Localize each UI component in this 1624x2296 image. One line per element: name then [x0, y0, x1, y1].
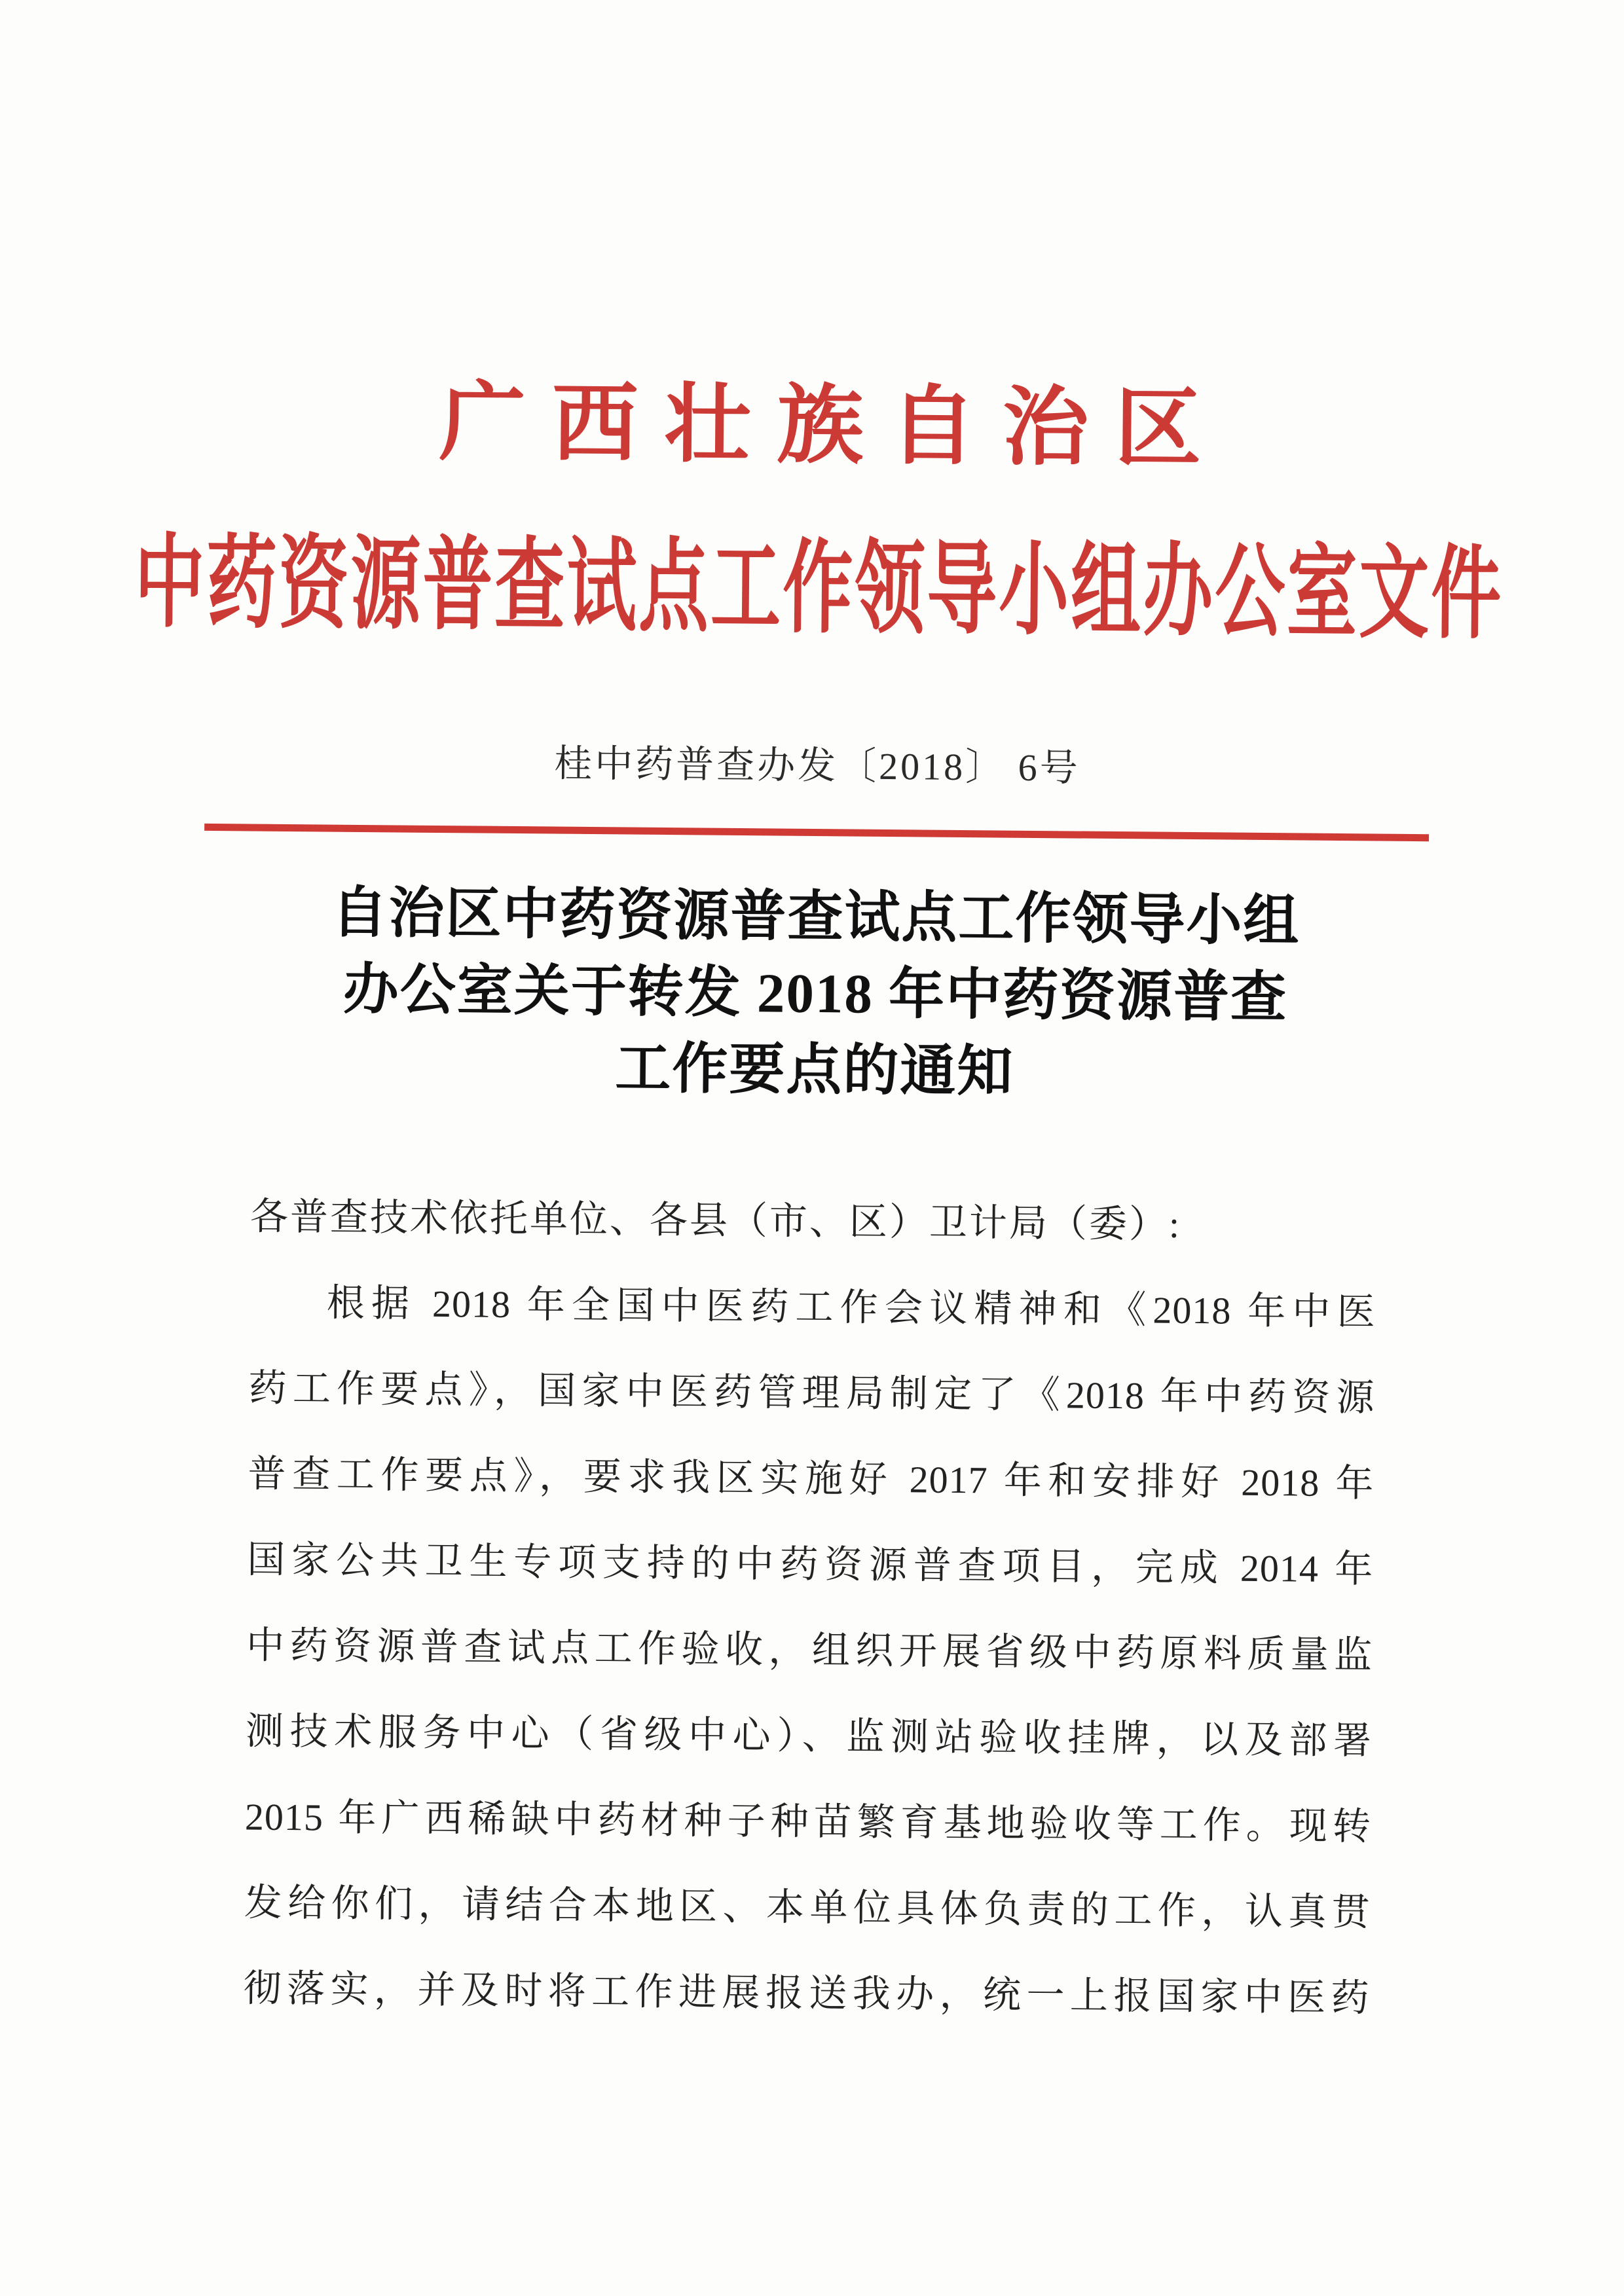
body-paragraph-line: 测技术服务中心（省级中心）、监测站验收挂牌，以及部署	[245, 1709, 1373, 1762]
document-content	[0, 376, 1624, 2043]
body-paragraph-line: 中药资源普查试点工作验收，组织开展省级中药原料质量监	[246, 1624, 1373, 1677]
document-title-line3: 工作要点的通知	[615, 1038, 1014, 1103]
body-paragraph-line: 国家公共卫生专项支持的中药资源普查项目，完成 2014 年	[247, 1538, 1374, 1591]
body-paragraph-line: 2015 年广西稀缺中药材种子种苗繁育基地验收等工作。现转	[244, 1795, 1372, 1848]
letterhead-org-name-line2-wrap	[7, 528, 1624, 652]
body-paragraph-line: 彻落实，并及时将工作进展报送我办，统一上报国家中医药	[243, 1967, 1370, 2020]
salutation-line: 各普查技术依托单位、各县（市、区）卫计局（委）:	[249, 1195, 1182, 1246]
body-paragraph-line: 发给你们，请结合本地区、本单位具体负责的工作，认真贯	[244, 1881, 1371, 1934]
letterhead-org-name-line1: 广西壮族自治区	[438, 374, 1228, 478]
document-number: 桂中药普查办发〔2018〕 6号	[553, 742, 1081, 790]
document-title-line2: 办公室关于转发 2018 年中药资源普查	[342, 958, 1288, 1029]
letterhead-org-name-line2: 中药资源普查试点工作领导小组办公室文件	[134, 528, 1504, 652]
document-body	[243, 1174, 1376, 2041]
red-separator-rule	[204, 824, 1429, 841]
document-title	[2, 872, 1624, 1116]
body-paragraph-line: 普查工作要点》，要求我区实施好 2017 年和安排好 2018 年	[248, 1452, 1375, 1505]
body-paragraph-line: 药工作要点》，国家中医药管理局制定了《2018 年中药资源	[248, 1366, 1375, 1419]
document-title-line1: 自治区中药资源普查试点工作领导小组	[331, 882, 1301, 953]
body-paragraph-line: 根据 2018 年全国中医药工作会议精神和《2018 年中医	[326, 1281, 1376, 1334]
